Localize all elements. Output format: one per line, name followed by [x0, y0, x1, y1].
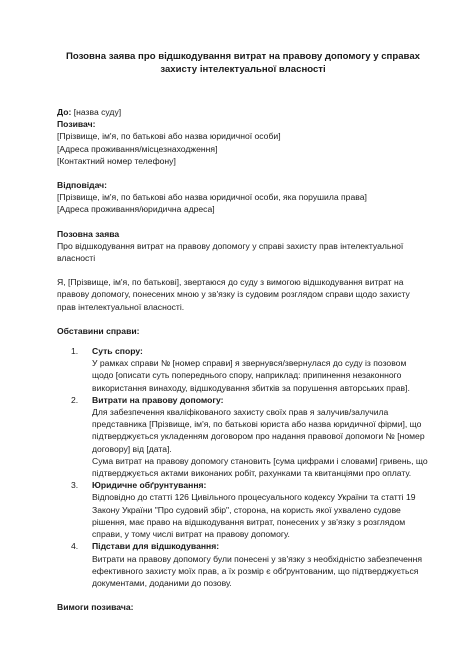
- claim-heading: Позовна заява: [57, 228, 120, 239]
- list-item: [57, 479, 429, 540]
- item-paragraph: Відповідно до статті 126 Цивільного процесуального кодексу України та статті 19 Закону України "Про судовий збір", сторона, на користь якої ухвалено судове рішення, має право на відшкодування витрат, понесених у зв'язку з розглядом справи, у тому числі витрат на правову допомогу.: [92, 492, 416, 540]
- item-paragraph: Для забезпечення кваліфікованого захисту своїх прав я залучив/залучила представника [Прізвище, ім'я, по батькові юриста або назва юридичної фірми], що підтверджується укладенням договором про надання правової допомоги № [номер договору] від [дата].: [92, 407, 425, 454]
- document-page: [57, 50, 429, 613]
- item-paragraph: У рамках справи № [номер справи] я звернувся/звернулася до суду із позовом щодо [описати суть попереднього спору, наприклад: припинення незаконного використання винаходу, відшкодування збитків за порушення авторських прав].: [92, 358, 410, 393]
- to-label: До:: [57, 107, 72, 117]
- item-title: Суть спору:: [92, 346, 143, 357]
- defendant-name: [Прізвище, ім'я, по батькові або назва юридичної особи, яка порушила права]: [57, 192, 367, 203]
- document-title: Позовна заява про відшкодування витрат на правову допомогу у справах захисту інтелектуальної власності: [65, 51, 420, 75]
- list-item: [57, 540, 429, 589]
- item-title: Юридичне обґрунтування:: [92, 480, 207, 491]
- item-number: 2.: [71, 394, 79, 405]
- to-value: [назва суду]: [73, 107, 122, 117]
- plaintiff-name: [Прізвище, ім'я, по батькові або назва юридичної особи]: [57, 131, 281, 142]
- defendant-label: Відповідач:: [57, 180, 108, 191]
- item-paragraph: Витрати на правову допомогу були понесені у зв'язку з необхідністю забезпечення ефективного захисту моїх прав, а їх розмір є обґрунтованим, що підтверджується документами, доданими до позову.: [92, 553, 423, 588]
- item-title: Підстави для відшкодування:: [92, 541, 220, 552]
- plaintiff-phone: [Контактний номер телефону]: [57, 155, 176, 166]
- to-line: [57, 106, 429, 118]
- list-item: [57, 394, 429, 479]
- list-item: [57, 345, 429, 394]
- plaintiff-label: Позивач:: [57, 119, 96, 130]
- defendant-address: [Адреса проживання/юридична адреса]: [57, 204, 215, 215]
- plaintiff-address: [Адреса проживання/місцезнаходження]: [57, 143, 218, 154]
- item-number: 3.: [71, 480, 79, 491]
- circumstances-list: [57, 345, 429, 589]
- item-paragraph: Сума витрат на правову допомогу становить [сума цифрами і словами] гривень, що підтверджується актами виконаних робіт, рахунками та квитанціями про оплату.: [92, 455, 428, 479]
- item-title: Витрати на правову допомогу:: [92, 394, 224, 405]
- circumstances-heading: Обставини справи:: [57, 325, 140, 336]
- item-number: 1.: [71, 346, 79, 357]
- intro-paragraph: Я, [Прізвище, ім'я, по батькові], звертаюся до суду з вимогою відшкодування витрат на правову допомогу, понесених мною у зв'язку із судовим розглядом справи щодо захисту прав інтелектуальної власності.: [57, 277, 410, 312]
- demands-heading: Вимоги позивача:: [57, 602, 134, 613]
- item-number: 4.: [71, 541, 79, 552]
- claim-subject: Про відшкодування витрат на правову допомогу у справі захисту прав інтелектуальної власності: [57, 240, 404, 264]
